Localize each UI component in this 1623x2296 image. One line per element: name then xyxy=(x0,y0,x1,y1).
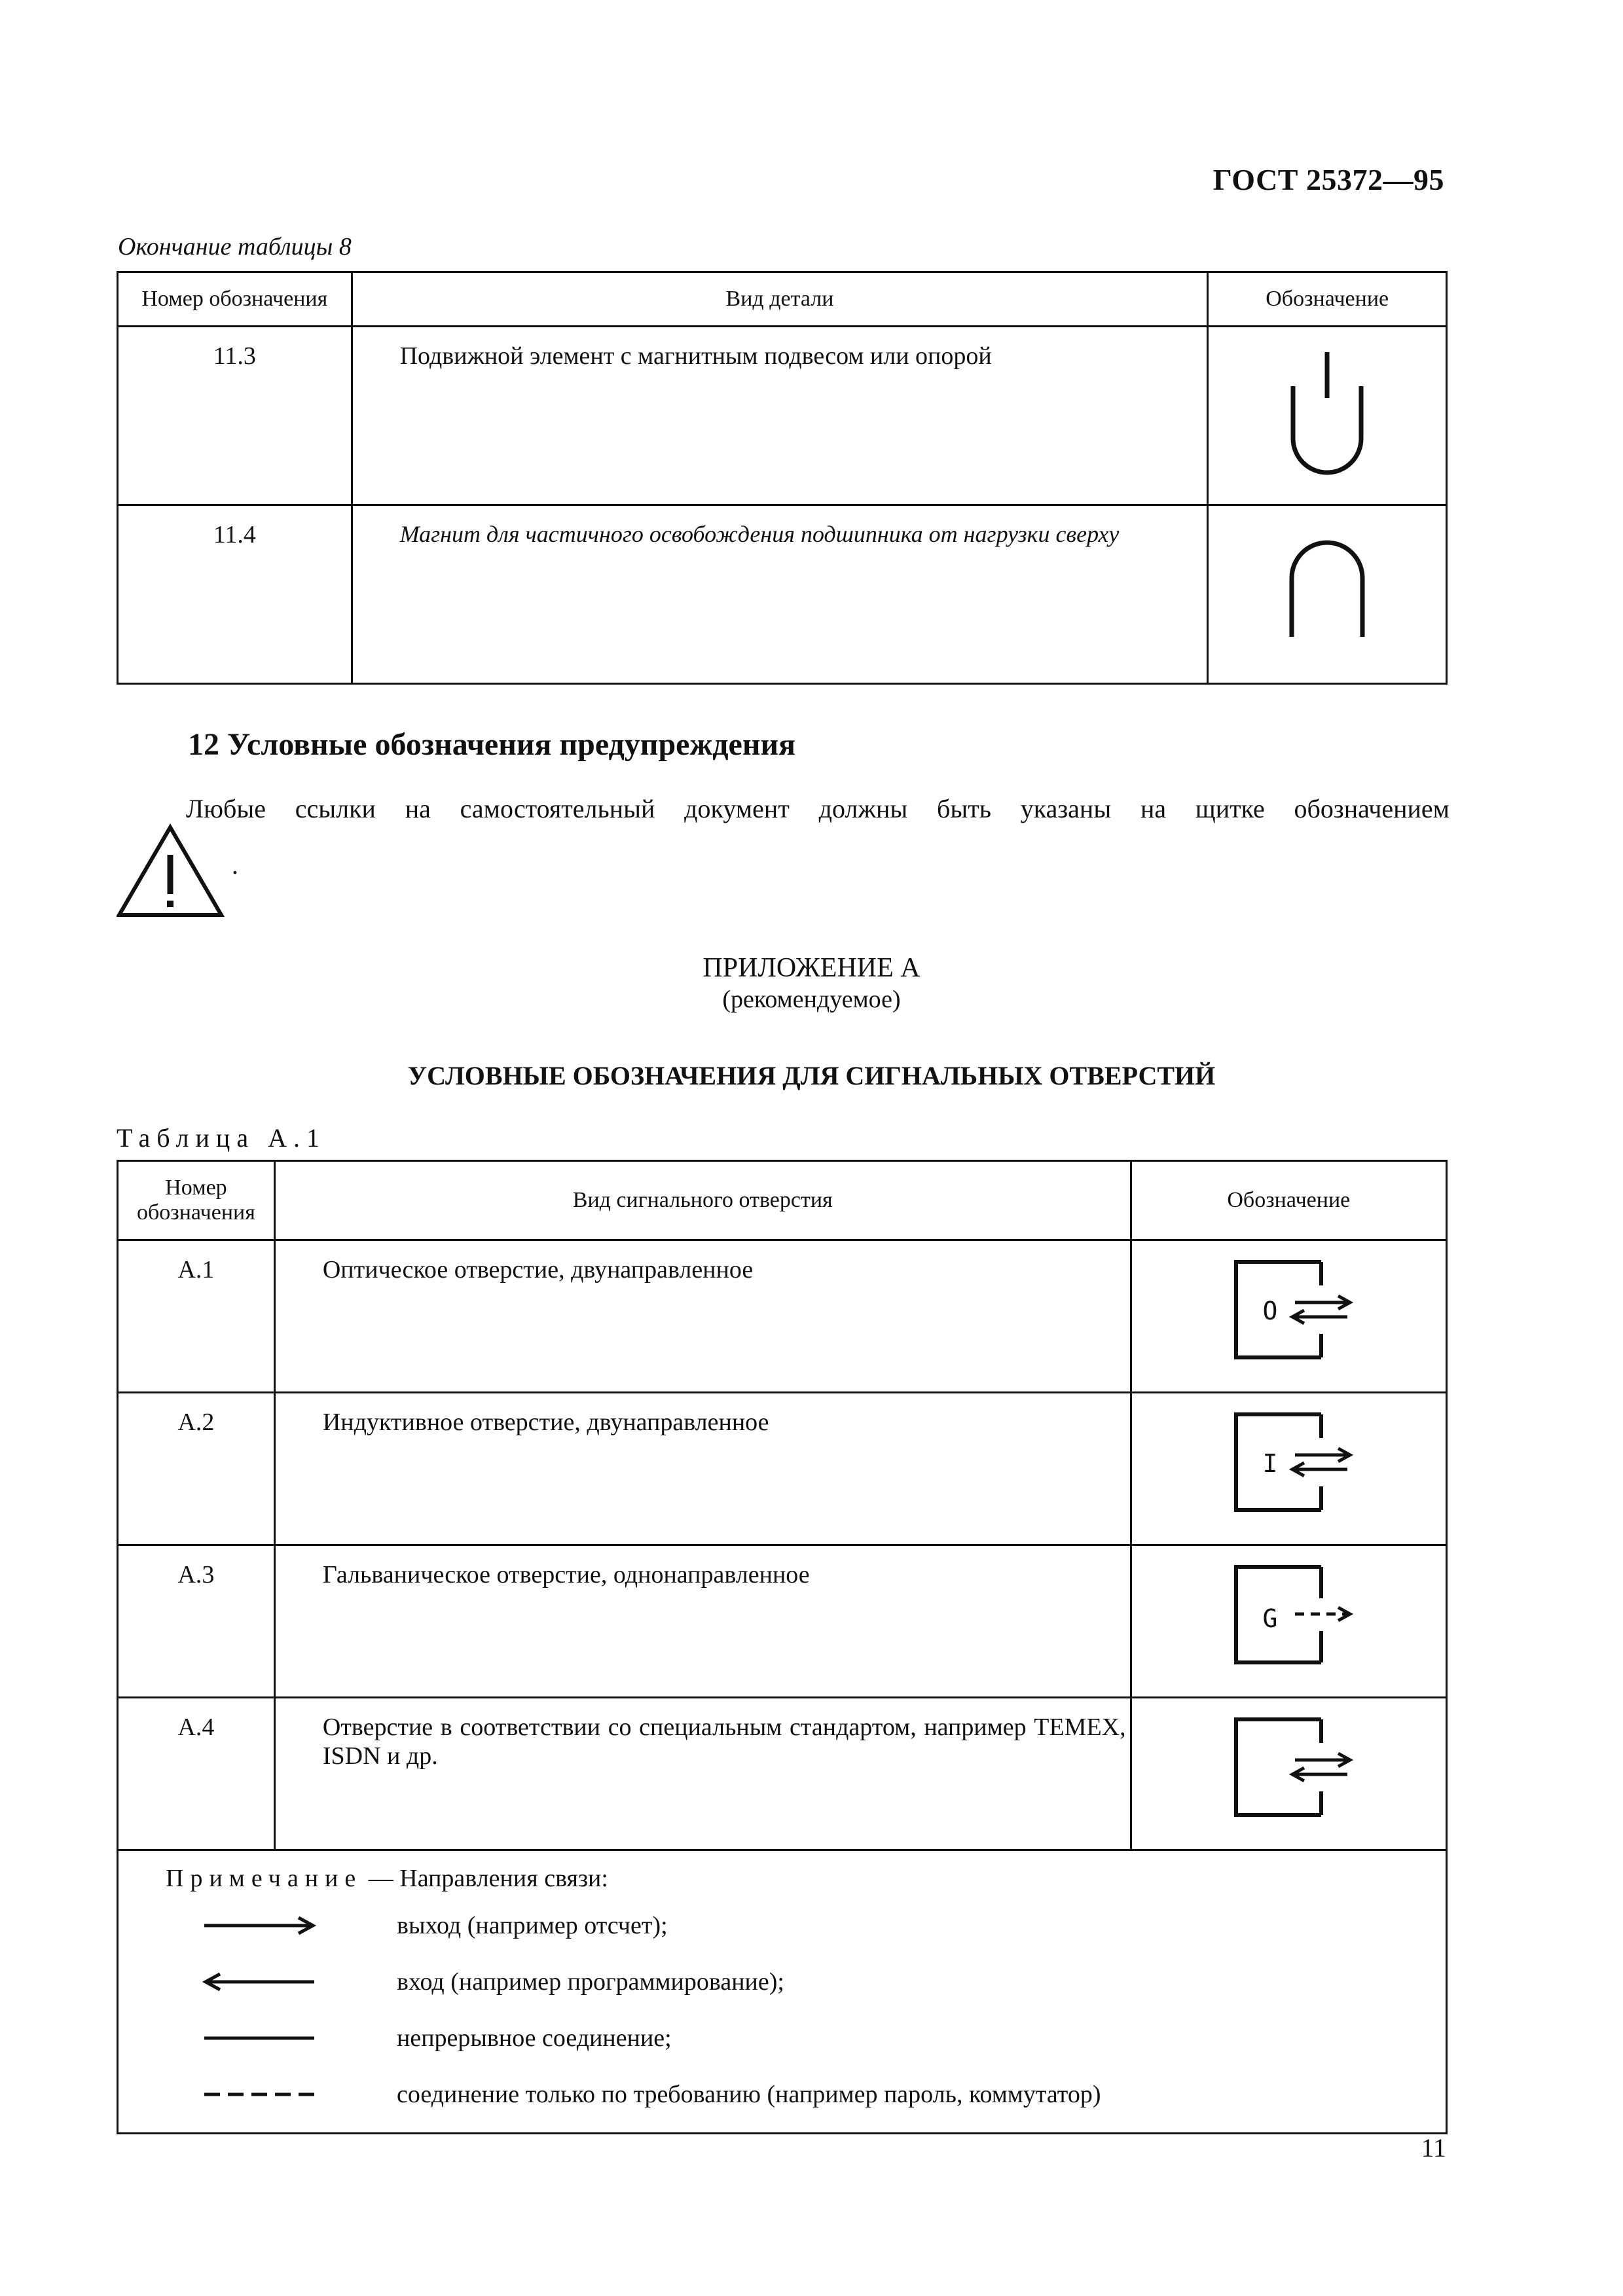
row-description: Отверстие в соответствии со специальным стандартом, например TEMEX, ISDN и др. xyxy=(274,1698,1131,1850)
header-symbol: Обозначение xyxy=(1208,272,1447,327)
port-letter: I xyxy=(1262,1449,1278,1478)
header-kind: Вид сигнального отверстия xyxy=(274,1161,1131,1240)
table-a1-caption: Таблица А.1 xyxy=(117,1123,326,1153)
u-shape-with-bar-icon xyxy=(1281,340,1373,491)
header-number-line1: Номер xyxy=(165,1175,227,1200)
inductive-port-icon xyxy=(1216,1407,1360,1518)
row-number: А.3 xyxy=(118,1545,275,1698)
appendix-heading: УСЛОВНЫЕ ОБОЗНАЧЕНИЯ ДЛЯ СИГНАЛЬНЫХ ОТВЕРСТИЙ xyxy=(407,1061,1216,1090)
row-symbol xyxy=(1131,1393,1446,1545)
table-8 xyxy=(117,271,1448,685)
row-symbol xyxy=(1131,1240,1446,1393)
note-intro: — Направления связи: xyxy=(368,1865,608,1892)
row-description: Подвижной элемент с магнитным подвесом или опорой xyxy=(352,327,1208,505)
row-description: Оптическое отверстие, двунаправленное xyxy=(274,1240,1131,1393)
header-number xyxy=(118,1161,275,1240)
table-row xyxy=(118,1545,1447,1698)
row-symbol xyxy=(1131,1545,1446,1698)
row-symbol xyxy=(1131,1698,1446,1850)
row-number: А.1 xyxy=(118,1240,275,1393)
table-row xyxy=(118,1240,1447,1393)
note-cell xyxy=(118,1850,1447,2134)
table-row xyxy=(118,1393,1447,1545)
dashed-line-icon xyxy=(200,2080,318,2109)
page-number: 11 xyxy=(1421,2133,1446,2162)
table-header-row xyxy=(118,272,1447,327)
row-number: 11.4 xyxy=(118,505,352,684)
header-kind: Вид детали xyxy=(352,272,1208,327)
note-item-text: выход (например отсчет); xyxy=(397,1912,668,1939)
table-row xyxy=(118,327,1447,505)
note-item-text: непрерывное соединение; xyxy=(397,2024,672,2052)
header-number: Номер обозначения xyxy=(118,272,352,327)
note-label: Примечание xyxy=(166,1865,363,1892)
note-item-text: соединение только по требованию (например пароль, коммутатор) xyxy=(397,2081,1101,2108)
table-row xyxy=(118,505,1447,684)
port-letter: G xyxy=(1262,1604,1278,1633)
special-standard-port-icon xyxy=(1216,1712,1360,1823)
row-description: Индуктивное отверстие, двунаправленное xyxy=(274,1393,1131,1545)
note-title xyxy=(166,1864,608,1893)
table-a1 xyxy=(117,1160,1448,2134)
table-row xyxy=(118,1698,1447,1850)
optical-port-icon xyxy=(1216,1254,1360,1365)
table-header-row xyxy=(118,1161,1447,1240)
appendix-subtitle: (рекомендуемое) xyxy=(722,986,901,1013)
row-description: Магнит для частичного освобождения подшипника от нагрузки сверху xyxy=(352,505,1208,684)
row-number: А.4 xyxy=(118,1698,275,1850)
row-symbol xyxy=(1208,505,1447,684)
galvanic-port-icon xyxy=(1216,1559,1360,1670)
row-description: Гальваническое отверстие, однонаправленное xyxy=(274,1545,1131,1698)
section-12-text: Любые ссылки на самостоятельный документ должны быть указаны на щитке обозначением xyxy=(186,794,1450,823)
note-row xyxy=(118,1850,1447,2134)
header-symbol: Обозначение xyxy=(1131,1161,1446,1240)
standard-number: ГОСТ 25372—95 xyxy=(1213,163,1444,196)
port-letter: O xyxy=(1262,1297,1278,1325)
row-number: 11.3 xyxy=(118,327,352,505)
section-12-trailing: . xyxy=(232,850,238,880)
note-item-text: вход (например программирование); xyxy=(397,1968,784,1996)
section-12-title: 12 Условные обозначения предупреждения xyxy=(188,727,796,762)
solid-line-icon xyxy=(200,2024,318,2053)
table8-caption: Окончание таблицы 8 xyxy=(118,233,352,260)
arrow-left-icon xyxy=(200,1967,318,1996)
appendix-title: ПРИЛОЖЕНИЕ А xyxy=(702,953,921,983)
arch-shape-icon xyxy=(1281,519,1373,670)
warning-triangle-icon xyxy=(117,823,225,918)
header-number-line2: обозначения xyxy=(136,1200,255,1225)
row-symbol xyxy=(1208,327,1447,505)
row-number: А.2 xyxy=(118,1393,275,1545)
arrow-right-icon xyxy=(200,1911,318,1940)
